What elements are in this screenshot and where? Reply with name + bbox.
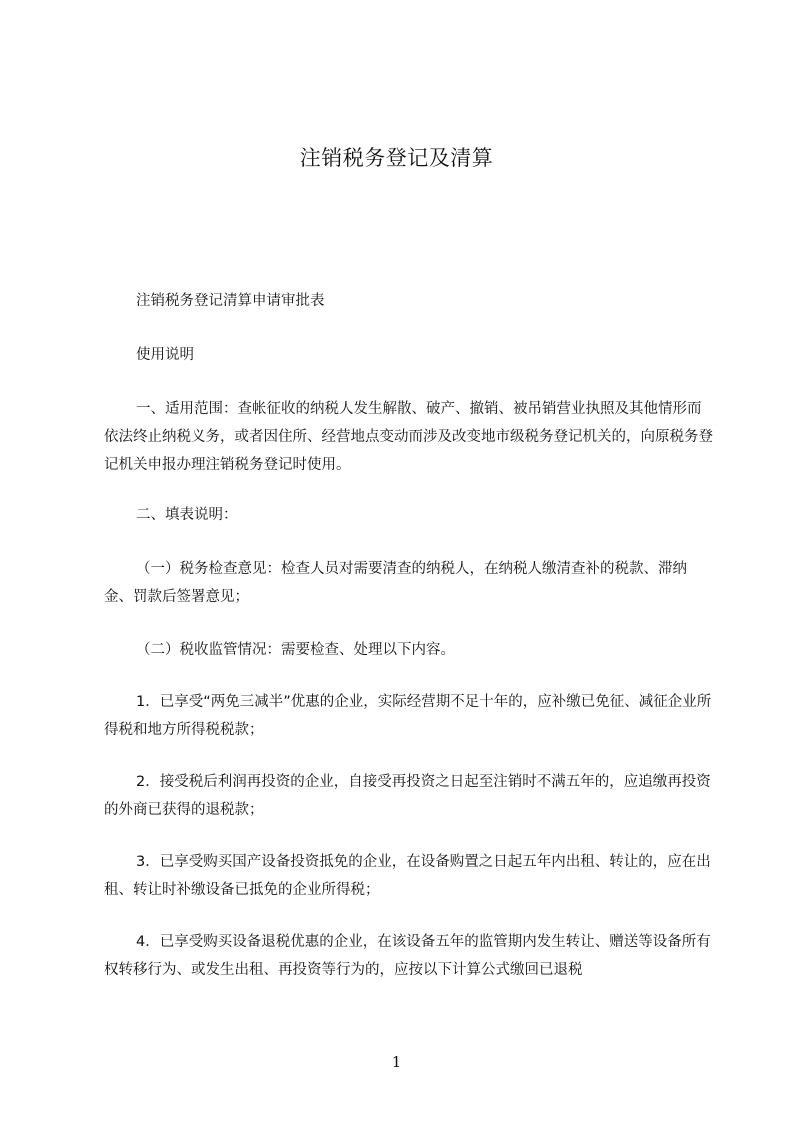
page-number: 1 — [391, 1053, 402, 1071]
section-instructions-heading: 二、填表说明： — [136, 507, 238, 523]
page-title: 注销税务登记及清算 — [299, 146, 494, 170]
point-reinvestment: 2．接受税后利润再投资的企业，自接受再投资之日起至注销时不满五年的，应追缴再投资的外商已获得的退税款； — [104, 774, 711, 818]
item-tax-inspection-opinion: （一）税务检查意见：检查人员对需要清查的纳税人，在纳税人缴清查补的税款、滞纳金、罚款后签署意见； — [104, 561, 687, 605]
form-name: 注销税务登记清算申请审批表 — [136, 293, 325, 309]
point-equipment-refund: 4．已享受购买设备退税优惠的企业，在该设备五年的监管期内发生转让、赠送等设备所有权转移行为、或发生出租、再投资等行为的，应按以下计算公式缴回已退税 — [104, 934, 711, 978]
point-domestic-equipment: 3．已享受购买国产设备投资抵免的企业，在设备购置之日起五年内出租、转让的，应在出租、转让时补缴设备已抵免的企业所得税； — [104, 854, 711, 898]
section-applicability: 一、适用范围：查帐征收的纳税人发生解散、破产、撤销、被吊销营业执照及其他情形而依法终止纳税义务，或者因住所、经营地点变动而涉及改变地市级税务登记机关的，向原税务登记机关申报办理注销税务登记时使用。 — [104, 401, 713, 473]
item-tax-supervision: （二）税收监管情况：需要检查、处理以下内容。 — [136, 642, 455, 658]
point-two-exemptions: 1．已享受“两免三减半”优惠的企业，实际经营期不足十年的，应补缴已免征、减征企业所得税和地方所得税税款； — [104, 694, 712, 738]
usage-heading: 使用说明 — [136, 347, 194, 363]
